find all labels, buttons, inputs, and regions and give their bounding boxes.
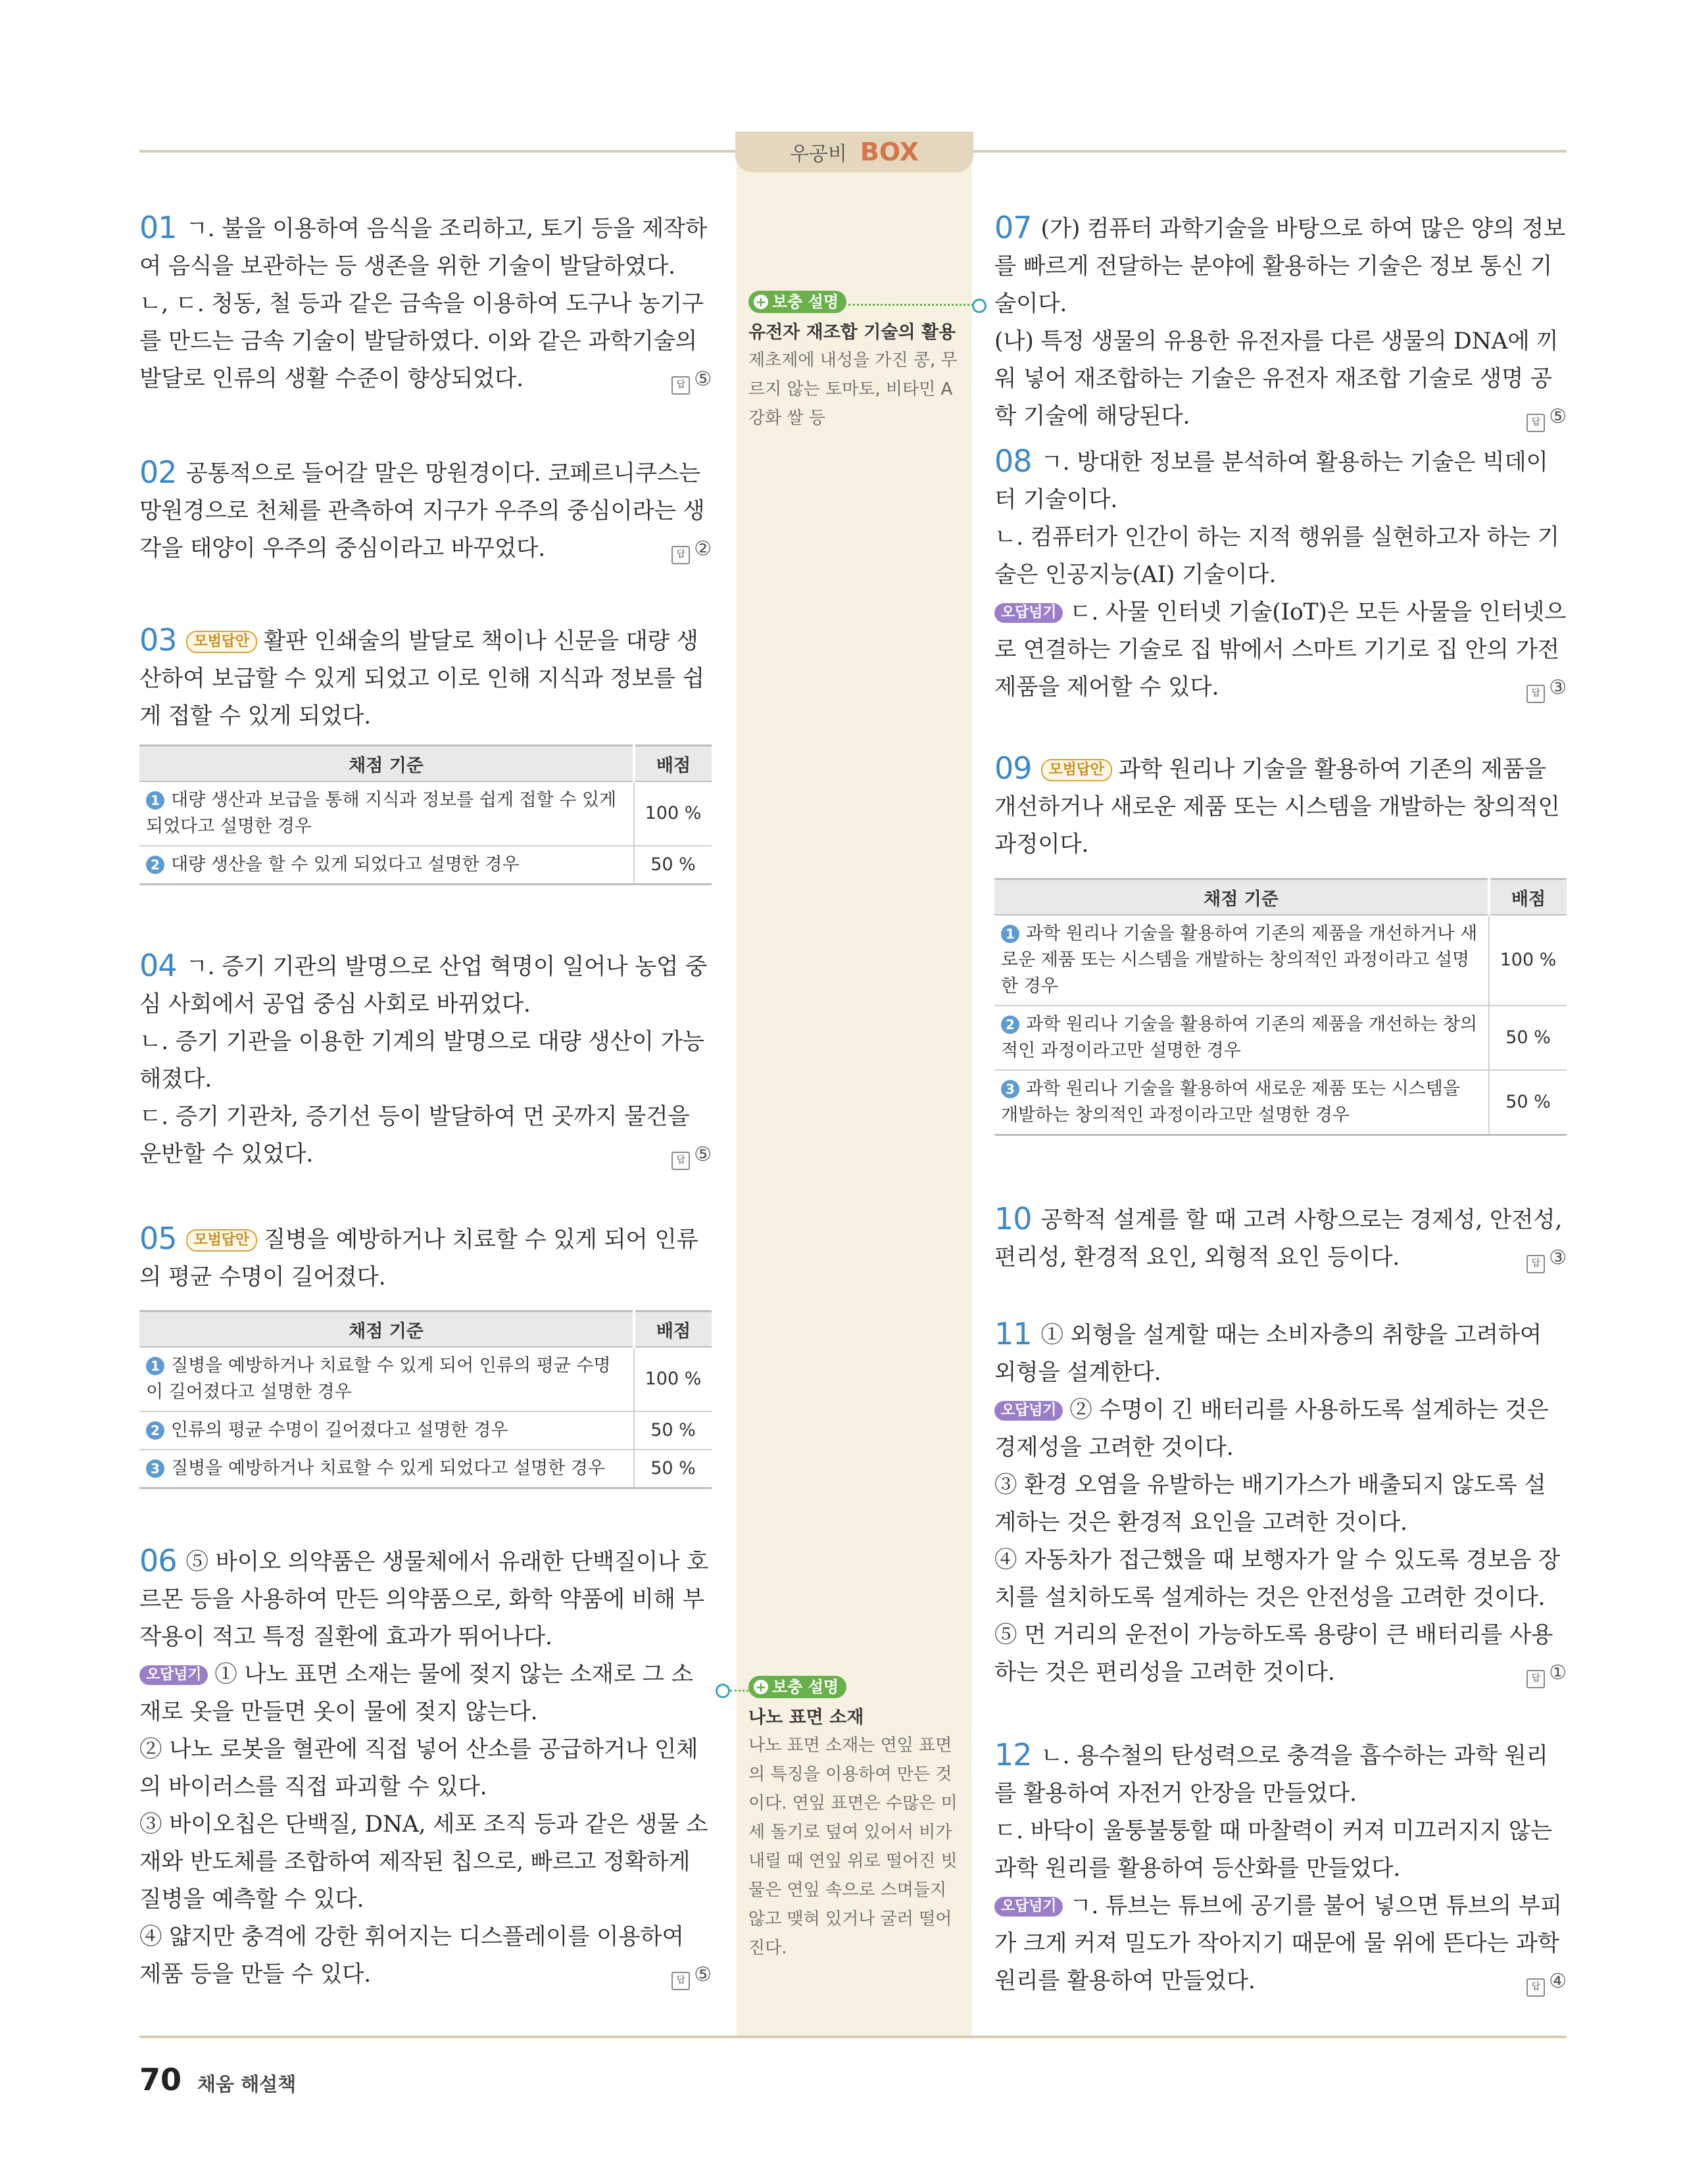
answer-mark: 답 ⑤ <box>671 1956 712 1993</box>
question-text: 공학적 설계를 할 때 고려 사항으로는 경제성, 안전성, 편리성, 환경적 요인, 외형적 요인 등이다. <box>994 1207 1563 1271</box>
criteria-cell: 1 질병을 예방하거나 치료할 수 있게 되어 인류의 평균 수명이 길어졌다고 설명한 경우 <box>139 1347 634 1411</box>
wrong-answer-tag: 오답넘기 <box>994 603 1063 623</box>
number-badge: 3 <box>146 1459 164 1478</box>
box-header <box>735 132 973 172</box>
question-10 <box>994 1200 1567 1277</box>
question-text: 활판 인쇄술의 발달로 책이나 신문을 대량 생산하여 보급할 수 있게 되었고 이로 인해 지식과 정보를 쉽게 접할 수 있게 되었다. <box>139 628 704 729</box>
question-number: 05 <box>139 1221 177 1256</box>
criteria-header: 채점 기준 <box>994 879 1489 916</box>
grading-table-09 <box>994 878 1567 1136</box>
connector-dots <box>730 1690 748 1692</box>
answer-mark: 답 ③ <box>1526 669 1567 706</box>
question-number: 09 <box>994 750 1032 786</box>
wrong-answer-tag: 오답넘기 <box>139 1665 208 1685</box>
question-number: 02 <box>139 454 177 490</box>
model-answer-tag: 모범답안 <box>186 1229 257 1252</box>
question-number: 12 <box>994 1737 1032 1772</box>
question-number: 01 <box>139 210 177 245</box>
page-number: 70 <box>139 2062 182 2097</box>
score-cell: 50 % <box>1489 1006 1567 1070</box>
question-text: 공통적으로 들어갈 말은 망원경이다. 코페르니쿠스는 망원경으로 천체를 관측하여 지구가 우주의 중심이라는 생각을 태양이 우주의 중심이라고 바꾸었다. <box>139 460 705 562</box>
criteria-cell: 2 인류의 평균 수명이 길어졌다고 설명한 경우 <box>139 1411 634 1450</box>
criteria-cell: 2 과학 원리나 기술을 활용하여 기존의 제품을 개선하는 창의적인 과정이라고만 설명한 경우 <box>994 1006 1489 1070</box>
answer-icon: 답 <box>1526 414 1545 432</box>
score-cell: 50 % <box>634 846 712 885</box>
plus-icon: + <box>754 295 768 309</box>
supplement-title: 나노 표면 소재 <box>748 1707 864 1728</box>
book-title: 채움 해설책 <box>197 2073 297 2095</box>
grading-table-03 <box>139 745 712 885</box>
box-prefix: 우공비 <box>789 143 847 166</box>
question-text: 과학 원리나 기술을 활용하여 기존의 제품을 개선하거나 새로운 제품 또는 시스템을 개발하는 창의적인 과정이다. <box>994 756 1560 858</box>
answer-icon: 답 <box>671 1152 690 1170</box>
grading-table-05 <box>139 1310 712 1489</box>
question-text-2: ② 수명이 긴 배터리를 사용하도록 설계하는 것은 경제성을 고려한 것이다. ③ 환경 오염을 유발하는 배기가스가 배출되지 않도록 설계하는 것은 환경적 요인을 고려한 것이다. ④ 자동차가 접근했을 때 보행자가 알 수 있도록 경보음 장치를 설치하도록 설계하는 것은 안전성을 고려한 것이다. ⑤ 먼 거리의 운전이 가능하도록 용량이 큰 배터리를 사용하는 것은 편리성을 고려한 것이다. <box>994 1397 1560 1686</box>
wrong-answer-tag: 오답넘기 <box>994 1897 1063 1917</box>
score-header: 배점 <box>634 1311 712 1348</box>
question-number: 03 <box>139 622 177 658</box>
question-04 <box>139 947 712 1173</box>
answer-mark: 답 ④ <box>1526 1963 1567 2000</box>
question-03 <box>139 622 712 735</box>
bottom-rule <box>139 2036 1567 2038</box>
score-header: 배점 <box>1489 879 1567 916</box>
supplement-body: 나노 표면 소재는 연잎 표면의 특징을 이용하여 만든 것이다. 연잎 표면은 수많은 미세 돌기로 덮여 있어서 비가 내릴 때 연잎 위로 떨어진 빗물은 연잎 속으로 스며들지 않고 맺혀 있거나 굴러 떨어진다. <box>748 1736 958 1958</box>
criteria-cell: 1 대량 생산과 보급을 통해 지식과 정보를 쉽게 접할 수 있게 되었다고 설명한 경우 <box>139 781 634 846</box>
answer-mark: 답 ⑤ <box>671 360 712 398</box>
question-number: 06 <box>139 1543 177 1578</box>
answer-mark: 답 ⑤ <box>671 1136 712 1173</box>
connector-dots <box>848 304 973 306</box>
question-text: ㄱ. 불을 이용하여 음식을 조리하고, 토기 등을 제작하여 음식을 보관하는 등 생존을 위한 기술이 발달하였다. ㄴ, ㄷ. 청동, 철 등과 같은 금속을 이용하여 도구나 농기구를 만드는 금속 기술이 발달하였다. 이와 같은 과학기술의 발달로 인류의 생활 수준이 향상되었다. <box>139 216 708 392</box>
question-05 <box>139 1220 712 1296</box>
question-text: ㄱ. 방대한 정보를 분석하여 활용하는 기술은 빅데이터 기술이다. ㄴ. 컴퓨터가 인간이 하는 지적 행위를 실현하고자 하는 기술은 인공지능(AI) 기술이다. <box>994 449 1559 588</box>
answer-icon: 답 <box>1526 1670 1545 1688</box>
question-text: (가) 컴퓨터 과학기술을 바탕으로 하여 많은 양의 정보를 빠르게 전달하는 분야에 활용하는 기술은 정보 통신 기술이다. (나) 특정 생물의 유용한 유전자를 다른 생물의 DNA에 끼워 넣어 재조합하는 기술은 유전자 재조합 기술로 생명 공학 기술에 해당된다. <box>994 216 1566 429</box>
answer-icon: 답 <box>671 376 690 395</box>
answer-mark: 답 ⑤ <box>1526 398 1567 435</box>
score-cell: 100 % <box>634 1347 712 1411</box>
box-word: BOX <box>860 137 919 166</box>
question-02 <box>139 454 712 568</box>
question-08 <box>994 443 1567 706</box>
supplement-label: + 보충 설명 <box>748 1676 846 1698</box>
question-number: 10 <box>994 1201 1032 1236</box>
score-cell: 100 % <box>1489 915 1567 1006</box>
criteria-header: 채점 기준 <box>139 1311 634 1348</box>
answer-icon: 답 <box>671 1972 690 1990</box>
question-09 <box>994 750 1567 864</box>
question-06 <box>139 1542 712 1993</box>
number-badge: 1 <box>146 1357 164 1375</box>
supplement-label: + 보충 설명 <box>748 291 846 313</box>
question-number: 08 <box>994 443 1032 479</box>
answer-mark: 답 ③ <box>1526 1239 1567 1277</box>
model-answer-tag: 모범답안 <box>1041 759 1112 781</box>
supplement-note-2 <box>748 1676 959 1963</box>
connector-ring <box>972 299 987 313</box>
criteria-header: 채점 기준 <box>139 746 634 782</box>
supplement-body: 제초제에 내성을 가진 콩, 무르지 않는 토마토, 비타민 A 강화 쌀 등 <box>748 351 958 428</box>
question-07 <box>994 209 1567 435</box>
answer-icon: 답 <box>671 546 690 564</box>
answer-mark: 답 ② <box>671 530 712 568</box>
number-badge: 1 <box>1001 925 1019 943</box>
number-badge: 2 <box>1001 1015 1019 1034</box>
question-text: ㄴ. 용수철의 탄성력으로 충격을 흡수하는 과학 원리를 활용하여 자전거 안장을 만들었다. ㄷ. 바닥이 울퉁불퉁할 때 마찰력이 커져 미끄러지지 않는 과학 원리를 활용하여 등산화를 만들었다. <box>994 1743 1553 1882</box>
question-text-2: ㄱ. 튜브는 튜브에 공기를 불어 넣으면 튜브의 부피가 크게 커져 밀도가 작아지기 때문에 물 위에 뜬다는 과학 원리를 활용하여 만들었다. <box>994 1893 1562 1994</box>
answer-icon: 답 <box>1526 685 1545 703</box>
number-badge: 3 <box>1001 1080 1019 1098</box>
answer-icon: 답 <box>1526 1255 1545 1273</box>
question-number: 11 <box>994 1316 1032 1352</box>
answer-icon: 답 <box>1526 1978 1545 1997</box>
question-text: 질병을 예방하거나 치료할 수 있게 되어 인류의 평균 수명이 길어졌다. <box>139 1227 698 1290</box>
question-text-2: ㄷ. 사물 인터넷 기술(IoT)은 모든 사물을 인터넷으로 연결하는 기술로 집 밖에서 스마트 기기로 집 안의 가전제품을 제어할 수 있다. <box>994 599 1567 700</box>
score-cell: 50 % <box>1489 1070 1567 1135</box>
supplement-title: 유전자 재조합 기술의 활용 <box>748 322 956 343</box>
question-text: ① 외형을 설계할 때는 소비자층의 취향을 고려하여 외형을 설계한다. <box>994 1322 1542 1386</box>
number-badge: 2 <box>146 1421 164 1440</box>
question-number: 04 <box>139 948 177 983</box>
connector-ring <box>716 1684 730 1698</box>
question-text: ㄱ. 증기 기관의 발명으로 산업 혁명이 일어나 농업 중심 사회에서 공업 중심 사회로 바뀌었다. ㄴ. 증기 기관을 이용한 기계의 발명으로 대량 생산이 가능해졌다. ㄷ. 증기 기관차, 증기선 등이 발달하여 먼 곳까지 물건을 운반할 수 있었다. <box>139 954 708 1167</box>
supplement-note-1 <box>748 291 959 433</box>
question-11 <box>994 1315 1567 1692</box>
criteria-cell: 1 과학 원리나 기술을 활용하여 기존의 제품을 개선하거나 새로운 제품 또는 시스템을 개발하는 창의적인 과정이라고 설명한 경우 <box>994 915 1489 1006</box>
question-text-2: ① 나노 표면 소재는 물에 젖지 않는 소재로 그 소재로 옷을 만들면 옷이 물에 젖지 않는다. ② 나노 로봇을 혈관에 직접 넣어 산소를 공급하거나 인체의 바이러스를 직접 파괴할 수 있다. ③ 바이오칩은 단백질, DNA, 세포 조직 등과 같은 생물 소재와 반도체를 조합하여 제작된 칩으로, 빠르고 정확하게 질병을 예측할 수 있다. ④ 얇지만 충격에 강한 휘어지는 디스플레이를 이용하여 제품 등을 만들 수 있다. <box>139 1661 708 1988</box>
number-badge: 1 <box>146 791 164 810</box>
question-text: ⑤ 바이오 의약품은 생물체에서 유래한 단백질이나 호르몬 등을 사용하여 만든 의약품으로, 화학 약품에 비해 부작용이 적고 특정 질환에 효과가 뛰어나다. <box>139 1549 709 1650</box>
score-cell: 50 % <box>634 1450 712 1488</box>
model-answer-tag: 모범답안 <box>186 631 257 653</box>
criteria-cell: 3 질병을 예방하거나 치료할 수 있게 되었다고 설명한 경우 <box>139 1450 634 1488</box>
question-01 <box>139 209 712 398</box>
wrong-answer-tag: 오답넘기 <box>994 1401 1063 1421</box>
score-cell: 100 % <box>634 781 712 846</box>
number-badge: 2 <box>146 856 164 874</box>
question-12 <box>994 1736 1567 2000</box>
answer-mark: 답 ① <box>1526 1654 1567 1692</box>
plus-icon: + <box>754 1680 768 1694</box>
criteria-cell: 3 과학 원리나 기술을 활용하여 새로운 제품 또는 시스템을 개발하는 창의적인 과정이라고만 설명한 경우 <box>994 1070 1489 1135</box>
question-number: 07 <box>994 210 1032 245</box>
score-header: 배점 <box>634 746 712 782</box>
score-cell: 50 % <box>634 1411 712 1450</box>
criteria-cell: 2 대량 생산을 할 수 있게 되었다고 설명한 경우 <box>139 846 634 885</box>
